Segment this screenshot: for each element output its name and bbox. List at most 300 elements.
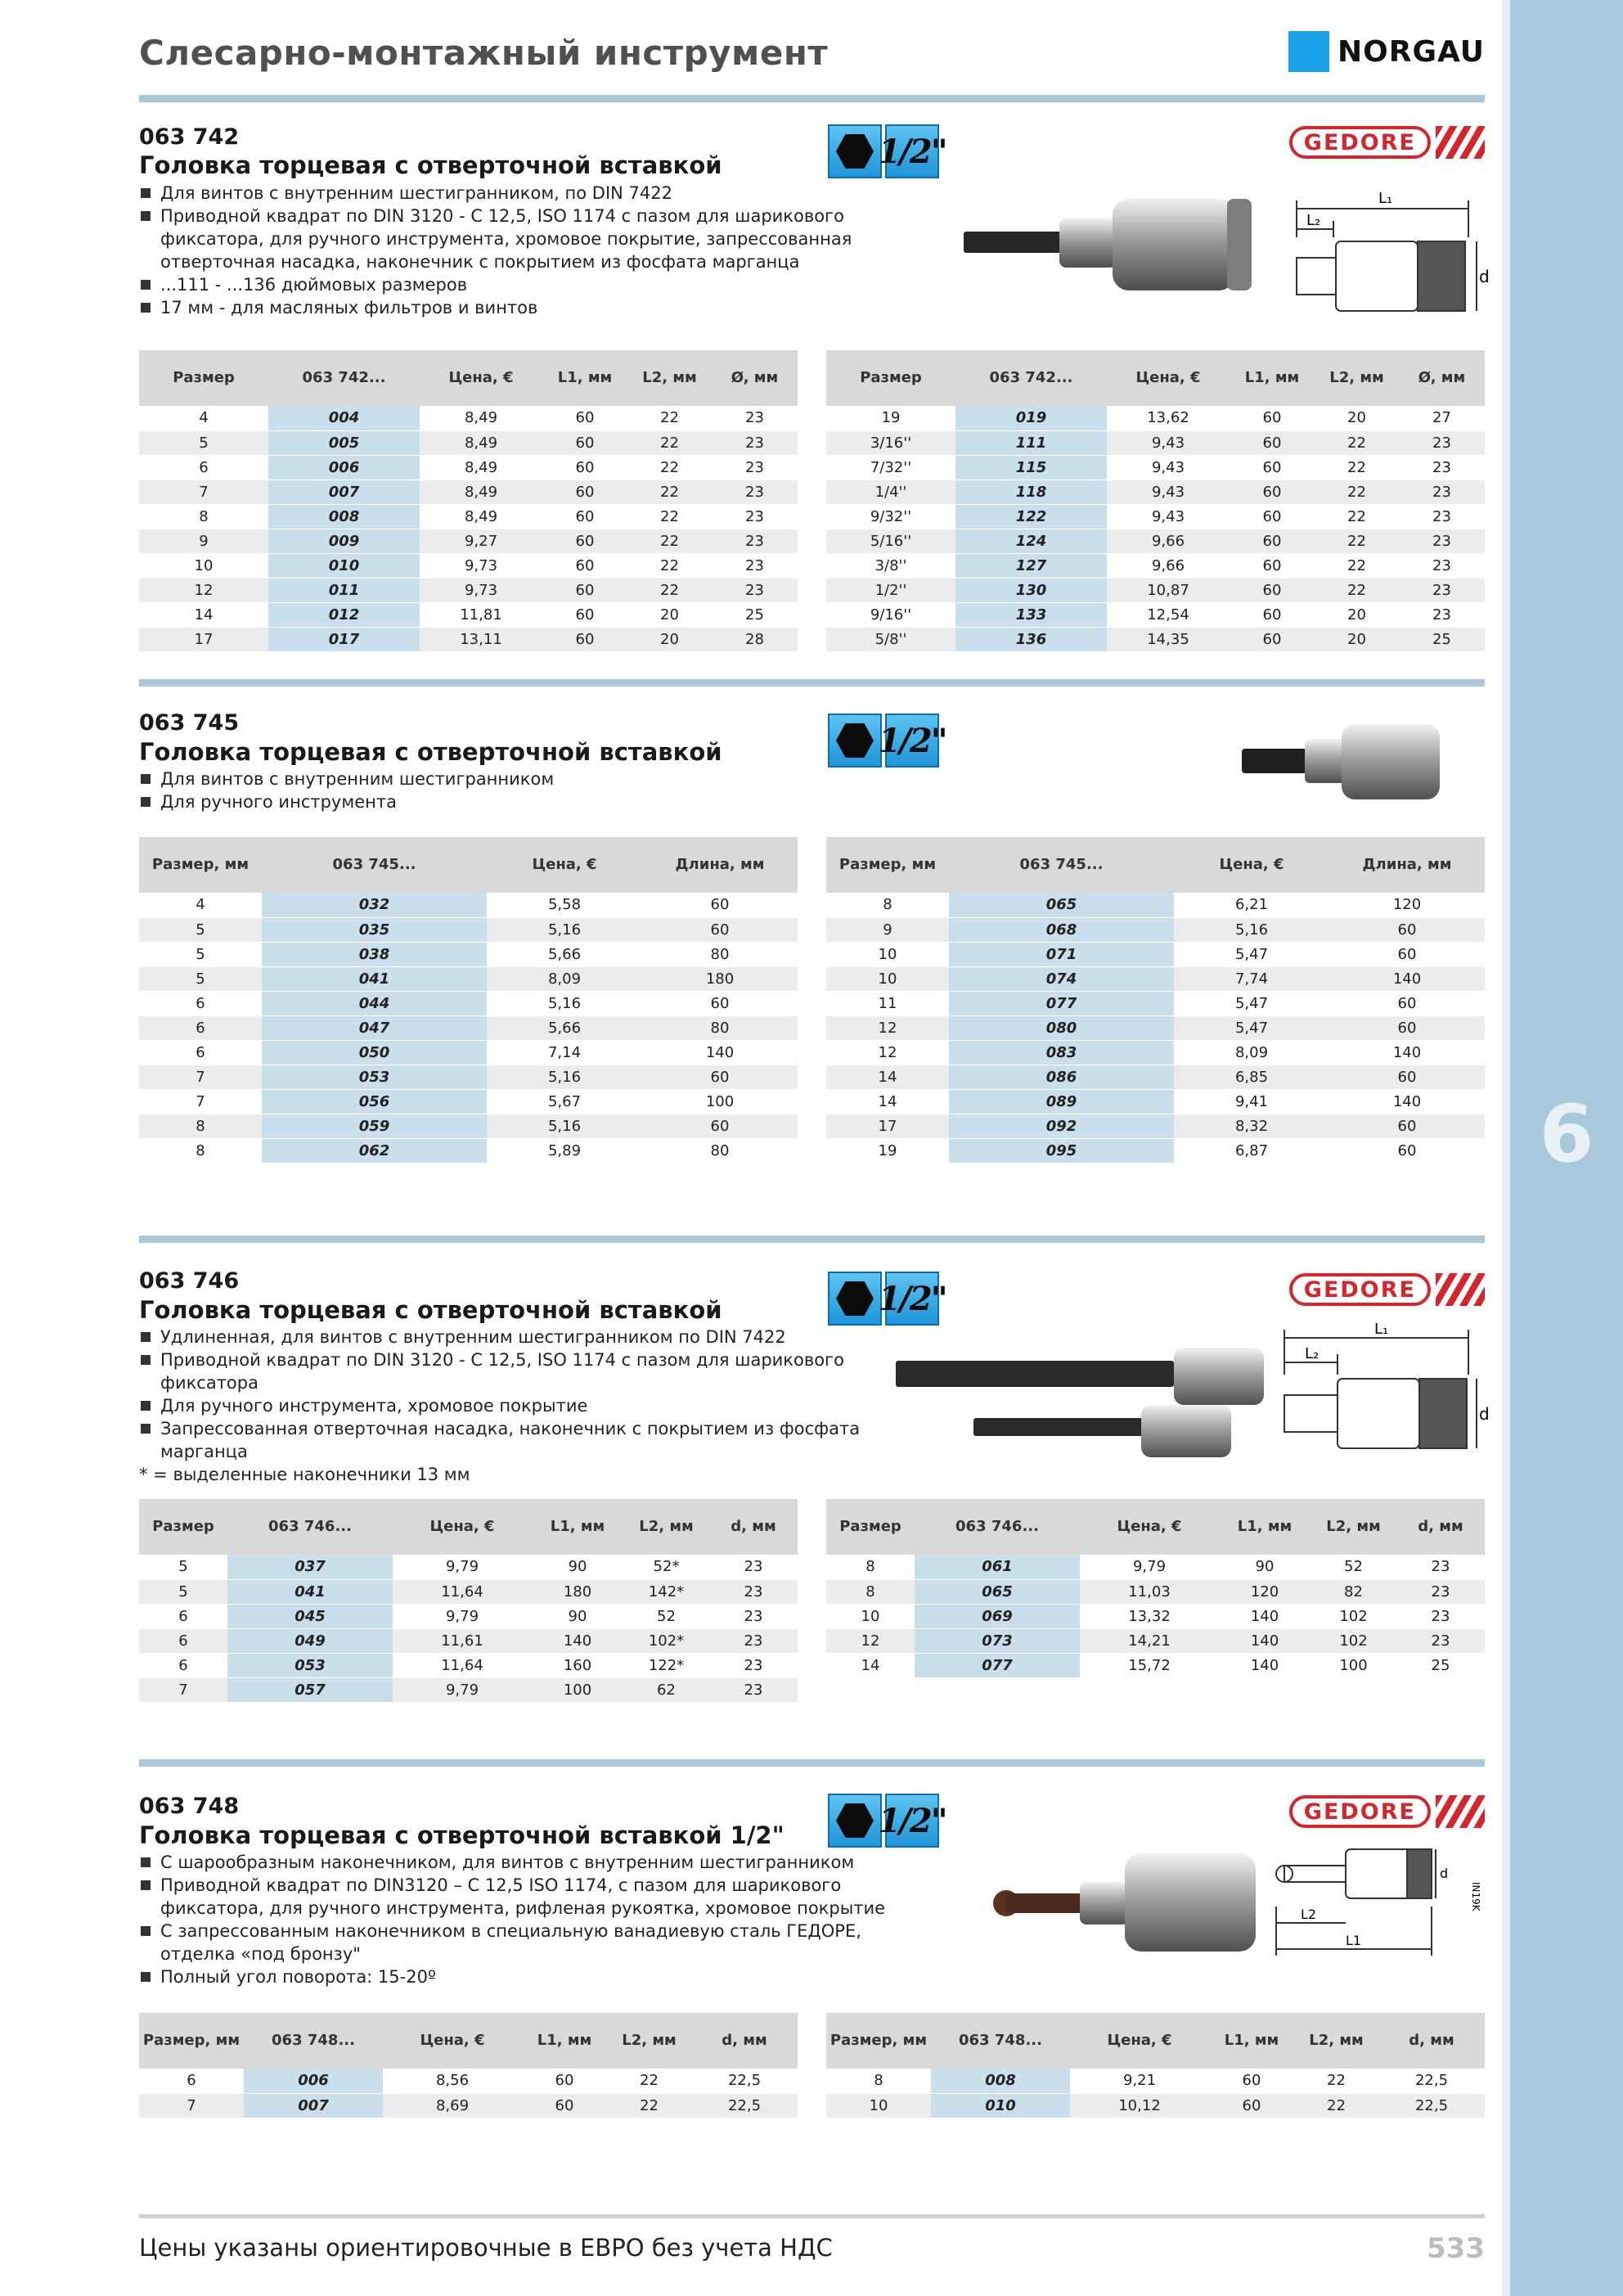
- table-cell: 23: [1396, 1579, 1485, 1604]
- table-cell: 60: [1329, 942, 1485, 966]
- bullet-item: Для ручного инструмента: [139, 790, 924, 813]
- table-cell: 13,11: [420, 627, 542, 651]
- table-cell: 8,32: [1174, 1114, 1329, 1138]
- order-code-cell: 069: [915, 1604, 1080, 1628]
- half-inch-drive-icon: 1/2": [885, 1272, 939, 1326]
- bullet-item: Для ручного инструмента, хромовое покрытие: [139, 1394, 908, 1417]
- table-cell: 5/16'': [826, 529, 955, 553]
- table-cell: 1/2'': [826, 578, 955, 602]
- order-code-cell: 044: [262, 991, 487, 1015]
- svg-text:L₂: L₂: [1305, 1345, 1320, 1362]
- product-article: 063 742: [139, 124, 240, 150]
- ball-hex-socket-photo: [990, 1841, 1268, 1956]
- table-cell: 60: [642, 893, 798, 917]
- table-cell: 9,43: [1107, 479, 1230, 504]
- table-row: [826, 602, 1485, 627]
- table-cell: 9,27: [420, 529, 542, 553]
- product-title: Головка торцевая с отверточной вставкой: [139, 151, 722, 179]
- table-cell: 22: [627, 455, 712, 479]
- table-cell: 22: [1315, 529, 1399, 553]
- table-cell: 5,58: [487, 893, 642, 917]
- table-cell: 22: [1315, 504, 1399, 529]
- product-063742: [139, 123, 1490, 663]
- table-row: [826, 1604, 1485, 1628]
- table-cell: 60: [1230, 430, 1315, 455]
- table-row: [139, 1653, 798, 1677]
- table-row: [139, 2093, 798, 2118]
- order-code-cell: 077: [949, 991, 1174, 1015]
- table-row: [139, 602, 798, 627]
- order-code-cell: 019: [955, 406, 1107, 430]
- table-cell: 11,64: [393, 1579, 532, 1604]
- table-cell: 9,73: [420, 553, 542, 578]
- table-row: [826, 917, 1485, 942]
- page-header: [139, 31, 1485, 105]
- half-inch-drive-icon: 1/2": [885, 124, 939, 178]
- table-cell: 60: [542, 430, 627, 455]
- order-code-cell: 035: [262, 917, 487, 942]
- col-header: L2, мм: [627, 350, 712, 406]
- table-cell: 12: [826, 1015, 949, 1040]
- table-cell: 9,41: [1174, 1089, 1329, 1114]
- table-cell: 22: [607, 2069, 691, 2093]
- table-cell: 60: [642, 1065, 798, 1089]
- section-rule: [139, 1759, 1485, 1767]
- table-row: [826, 2069, 1485, 2093]
- table-cell: 5: [139, 917, 262, 942]
- svg-text:d: d: [1479, 1404, 1490, 1424]
- table-cell: 60: [1230, 479, 1315, 504]
- table-row: [826, 430, 1485, 455]
- table-row: [826, 529, 1485, 553]
- table-cell: 60: [542, 529, 627, 553]
- order-code-cell: 008: [268, 504, 420, 529]
- table-cell: 13,32: [1080, 1604, 1219, 1628]
- order-code-cell: 053: [262, 1065, 487, 1089]
- table-row: [139, 1089, 798, 1114]
- table-row: [826, 1579, 1485, 1604]
- col-header: L2, мм: [623, 1499, 709, 1555]
- col-header: L1, мм: [1219, 1499, 1311, 1555]
- table-cell: 1/4'': [826, 479, 955, 504]
- col-header: L1, мм: [532, 1499, 623, 1555]
- table-cell: 5,16: [487, 1065, 642, 1089]
- table-cell: 4: [139, 893, 262, 917]
- table-cell: 10: [826, 942, 949, 966]
- table-cell: 60: [542, 455, 627, 479]
- table-cell: 23: [1399, 602, 1485, 627]
- table-row: [826, 991, 1485, 1015]
- table-row: [826, 893, 1485, 917]
- product-bullets: [139, 182, 924, 319]
- table-cell: 5,47: [1174, 991, 1329, 1015]
- table-cell: 7: [139, 1089, 262, 1114]
- table-cell: 11,64: [393, 1653, 532, 1677]
- col-header: L2, мм: [607, 2013, 691, 2069]
- table-cell: 60: [1230, 504, 1315, 529]
- table-cell: 27: [1399, 406, 1485, 430]
- table-cell: 62: [623, 1677, 709, 1702]
- table-cell: 82: [1311, 1579, 1396, 1604]
- table-cell: 22: [1315, 455, 1399, 479]
- table-cell: 90: [1219, 1555, 1311, 1579]
- table-cell: 100: [642, 1089, 798, 1114]
- half-inch-drive-icon: 1/2": [885, 714, 939, 768]
- table-cell: 60: [1209, 2093, 1294, 2118]
- table-cell: 3/8'': [826, 553, 955, 578]
- table-cell: 10: [826, 2093, 931, 2118]
- col-header: 063 746...: [915, 1499, 1080, 1555]
- table-cell: 8,49: [420, 455, 542, 479]
- table-cell: 22: [627, 578, 712, 602]
- col-header: Цена, €: [420, 350, 542, 406]
- table-row: [139, 1579, 798, 1604]
- chapter-number: 6: [1539, 1088, 1594, 1180]
- order-code-cell: 111: [955, 430, 1107, 455]
- table-cell: 60: [642, 991, 798, 1015]
- table-row: [826, 1653, 1485, 1677]
- table-cell: 22,5: [691, 2069, 798, 2093]
- table-cell: 60: [642, 1114, 798, 1138]
- table-row: [826, 1040, 1485, 1065]
- table-cell: 5: [139, 1579, 227, 1604]
- table-cell: 60: [1230, 553, 1315, 578]
- col-header: d, мм: [1378, 2013, 1485, 2069]
- table-cell: 6,85: [1174, 1065, 1329, 1089]
- product-title: Головка торцевая с отверточной вставкой: [139, 1296, 722, 1324]
- table-cell: 28: [712, 627, 798, 651]
- table-cell: 5: [139, 942, 262, 966]
- order-code-cell: 061: [915, 1555, 1080, 1579]
- table-row: [826, 1089, 1485, 1114]
- table-cell: 11: [826, 991, 949, 1015]
- table-cell: 9,79: [1080, 1555, 1219, 1579]
- table-cell: 60: [542, 553, 627, 578]
- table-cell: 8: [826, 893, 949, 917]
- order-code-cell: 068: [949, 917, 1174, 942]
- footnote: * = выделенные наконечники 13 мм: [139, 1465, 470, 1484]
- table-cell: 23: [1396, 1555, 1485, 1579]
- table-cell: 15,72: [1080, 1653, 1219, 1677]
- table-row: [826, 627, 1485, 651]
- table-cell: 5,16: [487, 917, 642, 942]
- table-cell: 6,21: [1174, 893, 1329, 917]
- table-row: [826, 479, 1485, 504]
- col-header: L1, мм: [542, 350, 627, 406]
- order-code-cell: 007: [244, 2093, 383, 2118]
- svg-text:L₁: L₁: [1378, 190, 1393, 207]
- table-row: [139, 406, 798, 430]
- section-rule: [139, 1236, 1485, 1243]
- table-row: [826, 1065, 1485, 1089]
- table-cell: 8,69: [383, 2093, 522, 2118]
- order-code-cell: 010: [931, 2093, 1070, 2118]
- table-cell: 80: [642, 942, 798, 966]
- table-cell: 7,14: [487, 1040, 642, 1065]
- bullet-item: С шарообразным наконечником, для винтов с внутренним шестигранником: [139, 1851, 892, 1874]
- spec-table-left: [139, 837, 798, 1164]
- hex-socket-icon: [828, 1272, 882, 1326]
- col-header: L1, мм: [522, 2013, 607, 2069]
- table-cell: 9: [826, 917, 949, 942]
- gedore-stripes-icon: [1436, 1795, 1485, 1828]
- table-cell: 7: [139, 1065, 262, 1089]
- table-cell: 17: [139, 627, 268, 651]
- table-cell: 100: [1311, 1653, 1396, 1677]
- table-cell: 60: [542, 504, 627, 529]
- table-cell: 22: [1294, 2069, 1378, 2093]
- order-code-cell: 038: [262, 942, 487, 966]
- table-cell: 5/8'': [826, 627, 955, 651]
- hex-socket-photo: [1235, 716, 1448, 806]
- hex-socket-photo: [957, 184, 1268, 307]
- table-cell: 8: [826, 1555, 915, 1579]
- table-cell: 20: [627, 602, 712, 627]
- table-cell: 22: [627, 553, 712, 578]
- product-bullets: [139, 768, 924, 813]
- col-header: Размер, мм: [139, 837, 262, 893]
- order-code-cell: 127: [955, 553, 1107, 578]
- dimension-diagram: [1260, 1841, 1485, 1980]
- table-cell: 9,21: [1070, 2069, 1209, 2093]
- table-cell: 12: [826, 1040, 949, 1065]
- col-header: Размер, мм: [826, 837, 949, 893]
- table-cell: 60: [1329, 1114, 1485, 1138]
- footer-note: Цены указаны ориентировочные в ЕВРО без учета НДС: [139, 2234, 833, 2262]
- table-cell: 10: [139, 553, 268, 578]
- table-cell: 6: [139, 2069, 244, 2093]
- table-row: [139, 942, 798, 966]
- table-cell: 23: [709, 1677, 798, 1702]
- table-cell: 22: [627, 529, 712, 553]
- col-header: Цена, €: [487, 837, 642, 893]
- table-cell: 23: [1399, 504, 1485, 529]
- table-cell: 140: [1329, 1089, 1485, 1114]
- table-cell: 140: [532, 1628, 623, 1653]
- col-header: L1, мм: [1209, 2013, 1294, 2069]
- table-cell: 100: [532, 1677, 623, 1702]
- table-cell: 23: [712, 529, 798, 553]
- table-cell: 52: [623, 1604, 709, 1628]
- table-cell: 5,16: [487, 991, 642, 1015]
- table-cell: 8,49: [420, 504, 542, 529]
- order-code-cell: 006: [268, 455, 420, 479]
- spec-table-right: [826, 837, 1485, 1164]
- svg-text:d: d: [1440, 1866, 1449, 1881]
- order-code-cell: 008: [931, 2069, 1070, 2093]
- table-cell: 7/32'': [826, 455, 955, 479]
- bullet-item: Запрессованная отверточная насадка, наконечник с покрытием из фосфата марганца: [139, 1417, 908, 1463]
- gedore-wordmark: GEDORE: [1289, 1795, 1431, 1828]
- table-row: [139, 1677, 798, 1702]
- table-cell: 23: [712, 578, 798, 602]
- table-cell: 9: [139, 529, 268, 553]
- table-cell: 120: [1329, 893, 1485, 917]
- table-cell: 9,79: [393, 1677, 532, 1702]
- order-code-cell: 005: [268, 430, 420, 455]
- order-code-cell: 057: [227, 1677, 393, 1702]
- table-cell: 8: [139, 1138, 262, 1163]
- order-code-cell: 053: [227, 1653, 393, 1677]
- col-header: Цена, €: [1107, 350, 1230, 406]
- table-cell: 8: [139, 504, 268, 529]
- table-row: [139, 455, 798, 479]
- table-cell: 23: [709, 1628, 798, 1653]
- table-cell: 60: [1329, 1138, 1485, 1163]
- table-cell: 23: [712, 504, 798, 529]
- table-cell: 60: [642, 917, 798, 942]
- table-cell: 14: [826, 1065, 949, 1089]
- product-063746: [139, 1236, 1490, 1699]
- table-cell: 23: [1399, 553, 1485, 578]
- table-cell: 52: [1311, 1555, 1396, 1579]
- order-code-cell: 032: [262, 893, 487, 917]
- col-header: 063 742...: [268, 350, 420, 406]
- table-cell: 6: [139, 1653, 227, 1677]
- sidebar-edge: [1502, 0, 1510, 2296]
- table-cell: 5,47: [1174, 942, 1329, 966]
- table-cell: 60: [1329, 1065, 1485, 1089]
- table-cell: 60: [1230, 602, 1315, 627]
- table-cell: 60: [542, 602, 627, 627]
- table-cell: 8,56: [383, 2069, 522, 2093]
- gedore-logo: [1289, 1794, 1485, 1830]
- drive-icons: [828, 1794, 946, 1848]
- product-article: 063 746: [139, 1268, 240, 1294]
- gedore-logo: [1289, 1272, 1485, 1308]
- table-cell: 8: [826, 2069, 931, 2093]
- table-row: [139, 1138, 798, 1163]
- table-row: [826, 455, 1485, 479]
- col-header: d, мм: [1396, 1499, 1485, 1555]
- table-cell: 60: [542, 479, 627, 504]
- table-cell: 7: [139, 2093, 244, 2118]
- table-cell: 60: [1329, 991, 1485, 1015]
- brand-square-icon: [1288, 31, 1329, 72]
- svg-text:L1: L1: [1346, 1933, 1362, 1948]
- table-row: [139, 1065, 798, 1089]
- table-row: [826, 1555, 1485, 1579]
- col-header: Цена, €: [1174, 837, 1329, 893]
- table-cell: 23: [712, 479, 798, 504]
- dimension-diagram: [1280, 180, 1490, 319]
- table-cell: 19: [826, 1138, 949, 1163]
- col-header: 063 745...: [949, 837, 1174, 893]
- table-cell: 9,79: [393, 1555, 532, 1579]
- col-header: 063 742...: [955, 350, 1107, 406]
- gedore-wordmark: GEDORE: [1289, 126, 1431, 159]
- table-cell: 11,61: [393, 1628, 532, 1653]
- table-cell: 10: [826, 1604, 915, 1628]
- table-cell: 23: [712, 455, 798, 479]
- table-cell: 60: [1230, 627, 1315, 651]
- table-cell: 5,16: [487, 1114, 642, 1138]
- table-cell: 8,09: [487, 966, 642, 991]
- table-cell: 60: [1329, 917, 1485, 942]
- table-cell: 140: [1219, 1628, 1311, 1653]
- bullet-item: Полный угол поворота: 15-20º: [139, 1965, 892, 1988]
- bullet-item: С запрессованным наконечником в специальную ванадиевую сталь ГЕДОРЕ, отделка «под бронзу": [139, 1920, 892, 1965]
- table-cell: 25: [1396, 1653, 1485, 1677]
- order-code-cell: 050: [262, 1040, 487, 1065]
- table-cell: 10,87: [1107, 578, 1230, 602]
- table-cell: 20: [1315, 406, 1399, 430]
- table-cell: 9/32'': [826, 504, 955, 529]
- table-cell: 102*: [623, 1628, 709, 1653]
- order-code-cell: 049: [227, 1628, 393, 1653]
- table-row: [139, 479, 798, 504]
- table-cell: 3/16'': [826, 430, 955, 455]
- footer-rule: [139, 2214, 1485, 2218]
- table-cell: 5,16: [1174, 917, 1329, 942]
- table-cell: 122*: [623, 1653, 709, 1677]
- svg-text:L₁: L₁: [1374, 1321, 1389, 1338]
- table-cell: 60: [542, 627, 627, 651]
- table-row: [826, 2093, 1485, 2118]
- table-cell: 23: [709, 1555, 798, 1579]
- table-cell: 20: [1315, 602, 1399, 627]
- table-cell: 8,49: [420, 479, 542, 504]
- order-code-cell: 041: [262, 966, 487, 991]
- spec-table-right: [826, 350, 1485, 652]
- table-cell: 23: [712, 406, 798, 430]
- half-inch-drive-icon: 1/2": [885, 1794, 939, 1848]
- svg-text:L2: L2: [1301, 1907, 1317, 1922]
- table-row: [826, 504, 1485, 529]
- order-code-cell: 124: [955, 529, 1107, 553]
- order-code-cell: 089: [949, 1089, 1174, 1114]
- order-code-cell: 071: [949, 942, 1174, 966]
- table-cell: 23: [1396, 1628, 1485, 1653]
- table-cell: 52*: [623, 1555, 709, 1579]
- table-cell: 6: [139, 455, 268, 479]
- table-cell: 22: [627, 504, 712, 529]
- table-cell: 60: [1329, 1015, 1485, 1040]
- order-code-cell: 017: [268, 627, 420, 651]
- table-cell: 60: [1230, 529, 1315, 553]
- table-cell: 14: [139, 602, 268, 627]
- table-row: [139, 917, 798, 942]
- order-code-cell: 010: [268, 553, 420, 578]
- order-code-cell: 080: [949, 1015, 1174, 1040]
- table-cell: 22,5: [1378, 2093, 1485, 2118]
- table-cell: 23: [1399, 479, 1485, 504]
- product-article: 063 745: [139, 710, 240, 736]
- col-header: Размер, мм: [139, 2013, 244, 2069]
- table-cell: 23: [712, 430, 798, 455]
- table-cell: 5: [139, 430, 268, 455]
- table-cell: 60: [1230, 578, 1315, 602]
- product-title: Головка торцевая с отверточной вставкой 1/2": [139, 1821, 785, 1849]
- gedore-stripes-icon: [1436, 1273, 1485, 1306]
- order-code-cell: 065: [915, 1579, 1080, 1604]
- table-cell: 140: [1329, 966, 1485, 991]
- table-cell: 180: [642, 966, 798, 991]
- table-cell: 22: [627, 430, 712, 455]
- table-cell: 19: [826, 406, 955, 430]
- table-cell: 140: [642, 1040, 798, 1065]
- table-cell: 22: [1315, 479, 1399, 504]
- table-cell: 23: [709, 1653, 798, 1677]
- table-cell: 102: [1311, 1604, 1396, 1628]
- table-cell: 140: [1219, 1653, 1311, 1677]
- table-cell: 9,73: [420, 578, 542, 602]
- col-header: Цена, €: [1080, 1499, 1219, 1555]
- col-header: d, мм: [691, 2013, 798, 2069]
- table-cell: 102: [1311, 1628, 1396, 1653]
- order-code-cell: 011: [268, 578, 420, 602]
- table-cell: 23: [1399, 578, 1485, 602]
